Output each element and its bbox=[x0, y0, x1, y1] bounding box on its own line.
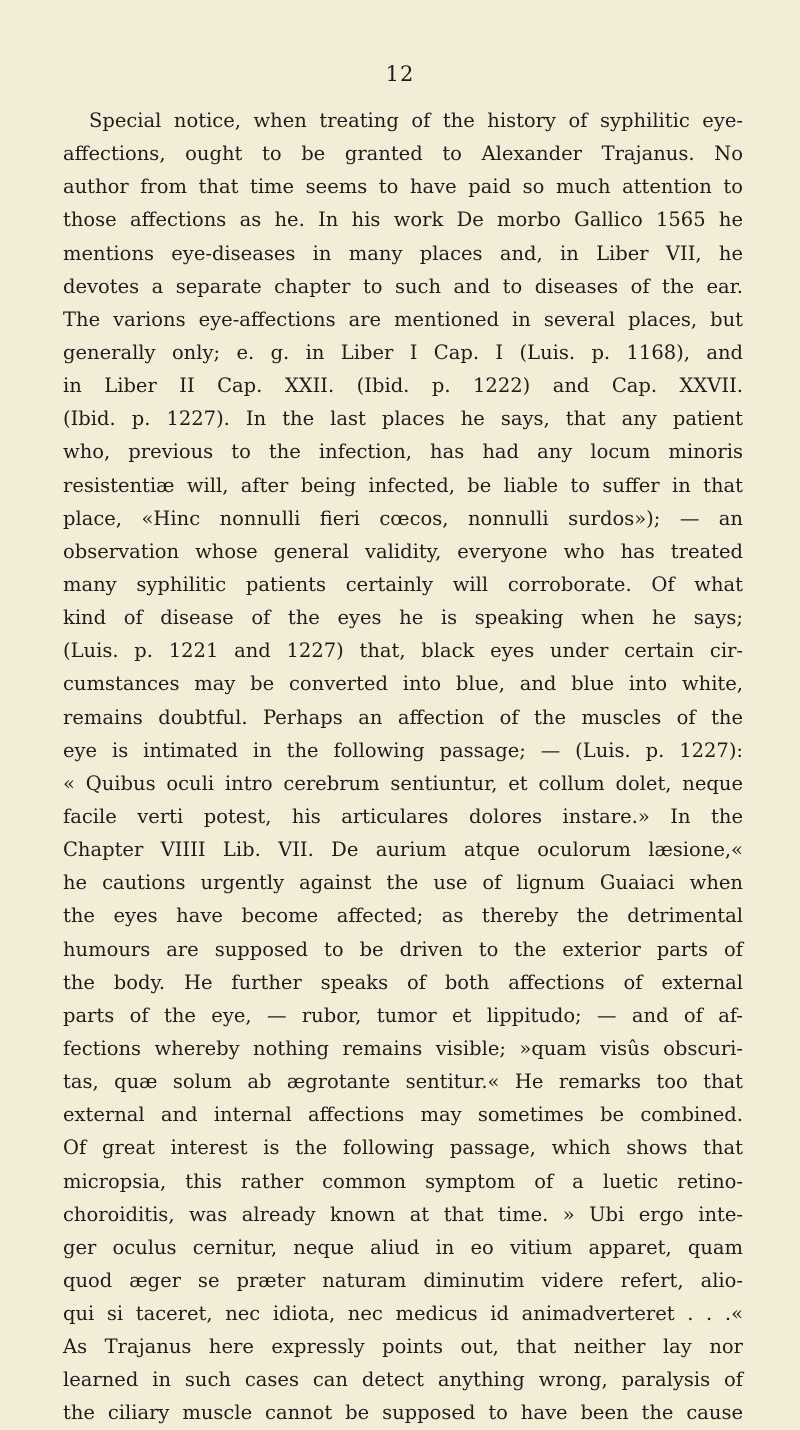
text-line: « Quibus oculi intro cerebrum sentiuntur, et collum dolet, neque bbox=[63, 771, 743, 795]
text-line: in Liber II Cap. XXII. (Ibid. p. 1222) and Cap. XXVII. bbox=[63, 374, 743, 398]
text-line: devotes a separate chapter to such and to diseases of the ear. bbox=[63, 274, 743, 298]
text-line: learned in such cases can detect anything wrong, paralysis of bbox=[63, 1368, 743, 1392]
text-line: quod æger se præter naturam diminutim videre refert, alio- bbox=[63, 1268, 743, 1292]
text-line: tas, quæ solum ab ægrotante sentitur.« He remarks too that bbox=[63, 1070, 743, 1094]
text-line: qui si taceret, nec idiota, nec medicus id animadverteret . . .« bbox=[63, 1302, 743, 1326]
text-line: facile verti potest, his articulares dolores instare.» In the bbox=[63, 804, 743, 828]
text-line: resistentiæ will, after being infected, be liable to suffer in that bbox=[63, 473, 743, 497]
text-line: generally only; e. g. in Liber I Cap. I (Luis. p. 1168), and bbox=[63, 340, 743, 364]
text-line: the eyes have become affected; as thereby the detrimental bbox=[63, 904, 743, 928]
text-line: place, «Hinc nonnulli fieri cœcos, nonnulli surdos»); — an bbox=[63, 506, 743, 530]
text-line: (Luis. p. 1221 and 1227) that, black eyes under certain cir- bbox=[63, 639, 743, 663]
text-line: The varions eye-affections are mentioned in several places, but bbox=[63, 307, 743, 331]
text-line: humours are supposed to be driven to the exterior parts of bbox=[63, 937, 743, 961]
text-line: observation whose general validity, everyone who has treated bbox=[63, 539, 743, 563]
text-line: (Ibid. p. 1227). In the last places he says, that any patient bbox=[63, 407, 743, 431]
text-line: external and internal affections may sometimes be combined. bbox=[63, 1103, 743, 1127]
text-line: who, previous to the infection, has had any locum minoris bbox=[63, 440, 743, 464]
text-line: kind of disease of the eyes he is speaking when he says; bbox=[63, 606, 743, 630]
text-line: choroiditis, was already known at that time. » Ubi ergo inte- bbox=[63, 1202, 743, 1226]
text-line: many syphilitic patients certainly will corroborate. Of what bbox=[63, 572, 743, 596]
text-line: eye is intimated in the following passage; — (Luis. p. 1227): bbox=[63, 738, 743, 762]
text-line: he cautions urgently against the use of lignum Guaiaci when bbox=[63, 871, 743, 895]
text-line: Chapter VIIII Lib. VII. De aurium atque oculorum læsione,« bbox=[63, 838, 743, 862]
text-line: parts of the eye, — rubor, tumor et lippitudo; — and of af- bbox=[63, 1003, 743, 1027]
text-line: those affections as he. In his work De morbo Gallico 1565 he bbox=[63, 208, 743, 232]
text-line: cumstances may be converted into blue, and blue into white, bbox=[63, 672, 743, 696]
text-line: the ciliary muscle cannot be supposed to have been the cause bbox=[63, 1401, 743, 1425]
text-line: As Trajanus here expressly points out, that neither lay nor bbox=[63, 1335, 743, 1359]
text-line: ger oculus cernitur, neque aliud in eo vitium apparet, quam bbox=[63, 1235, 743, 1259]
text-line: author from that time seems to have paid so much attention to bbox=[63, 175, 743, 199]
page-number: 12 bbox=[385, 62, 415, 86]
text-line: micropsia, this rather common symptom of a luetic retino- bbox=[63, 1169, 743, 1193]
text-line: Of great interest is the following passage, which shows that bbox=[63, 1136, 743, 1160]
text-line: the body. He further speaks of both affections of external bbox=[63, 970, 743, 994]
text-line: mentions eye-diseases in many places and, in Liber VII, he bbox=[63, 241, 743, 265]
text-line: remains doubtful. Perhaps an affection of the muscles of the bbox=[63, 705, 743, 729]
body-text bbox=[63, 104, 743, 1430]
text-line: Special notice, when treating of the history of syphilitic eye- bbox=[89, 109, 743, 132]
text-line: fections whereby nothing remains visible; »quam visûs obscuri- bbox=[63, 1036, 743, 1060]
text-line: affections, ought to be granted to Alexander Trajanus. No bbox=[63, 142, 743, 166]
